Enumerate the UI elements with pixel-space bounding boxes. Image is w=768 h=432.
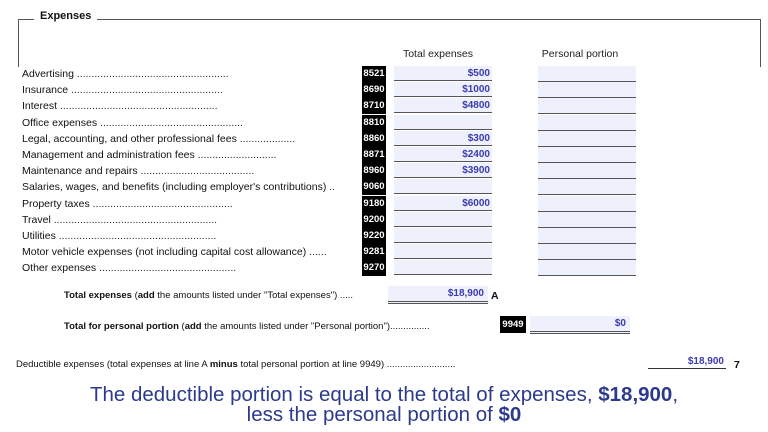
total-expense-field[interactable]: $500 <box>394 66 492 81</box>
line-code: 9281 <box>362 244 386 260</box>
expense-row <box>22 82 762 98</box>
personal-portion-field[interactable] <box>538 131 636 147</box>
personal-portion-field[interactable] <box>538 115 636 131</box>
total-expense-field[interactable]: $2400 <box>394 147 492 162</box>
total-expense-field[interactable] <box>394 260 492 275</box>
caption-line-2: less the personal portion of $0 <box>246 403 522 426</box>
line-code: 8960 <box>362 163 386 179</box>
expense-row-label: Other expenses ............................................... <box>22 262 237 275</box>
expense-row <box>22 98 762 114</box>
personal-portion-field[interactable] <box>538 98 636 114</box>
total-personal-value[interactable]: $0 <box>530 316 630 334</box>
expense-row <box>22 228 762 244</box>
personal-portion-field[interactable] <box>538 244 636 260</box>
expense-row <box>22 163 762 179</box>
total-expense-field[interactable]: $300 <box>394 131 492 146</box>
total-expense-field[interactable] <box>394 179 492 194</box>
expense-row <box>22 212 762 228</box>
total-expense-field[interactable] <box>394 228 492 243</box>
expense-row-label: Legal, accounting, and other professional fees ................... <box>22 132 296 145</box>
expense-row <box>22 179 762 195</box>
total-personal-label: Total for personal portion (add the amounts listed under "Personal portion")............... <box>64 321 430 332</box>
personal-portion-field[interactable] <box>538 228 636 244</box>
line-code: 8871 <box>362 147 386 163</box>
section-border-right <box>760 19 761 67</box>
total-expense-field[interactable]: $3900 <box>394 163 492 178</box>
caption-line-1: The deductible portion is equal to the total of expenses, $18,900, <box>89 383 679 406</box>
personal-portion-field[interactable] <box>538 179 636 195</box>
line-code: 9200 <box>362 212 386 228</box>
line-code: 9270 <box>362 260 386 276</box>
expense-row-label: Maintenance and repairs ....................................... <box>22 165 255 178</box>
line-code: 8521 <box>362 66 386 82</box>
total-expense-field[interactable] <box>394 212 492 227</box>
expense-row-label: Property taxes ................................................ <box>22 197 233 210</box>
section-border-left <box>18 19 19 67</box>
deductible-expenses-value[interactable]: $18,900 <box>648 354 726 369</box>
expense-row-label: Salaries, wages, and benefits (including employer's contributions) .. <box>22 181 336 194</box>
line-code: 8690 <box>362 82 386 98</box>
line-code: 9060 <box>362 179 386 195</box>
line-code: 8810 <box>362 115 386 131</box>
personal-portion-field[interactable] <box>538 66 636 82</box>
total-expense-field[interactable] <box>394 244 492 259</box>
code-9949: 9949 <box>500 316 526 333</box>
personal-portion-field[interactable] <box>538 212 636 228</box>
header-personal-portion: Personal portion <box>541 48 619 60</box>
line-code: 8710 <box>362 98 386 114</box>
total-expenses-label: Total expenses (add the amounts listed under "Total expenses") ..... <box>64 290 354 301</box>
personal-portion-field[interactable] <box>538 260 636 276</box>
expense-row-label: Management and administration fees ........................... <box>22 149 277 161</box>
expense-row <box>22 196 762 212</box>
expense-row-label: Office expenses ................................................. <box>22 116 243 129</box>
personal-portion-field[interactable] <box>538 147 636 163</box>
deductible-expenses-label: Deductible expenses (total expenses at line A minus total personal portion at line 9949) .......................... <box>16 359 456 370</box>
total-expense-field[interactable]: $6000 <box>394 196 492 211</box>
expense-row <box>22 244 762 260</box>
line-code: 9180 <box>362 196 386 212</box>
line-code: 8860 <box>362 131 386 147</box>
personal-portion-field[interactable] <box>538 163 636 179</box>
section-border-top <box>18 19 761 20</box>
expense-row <box>22 131 762 147</box>
expense-row-label: Advertising .................................................... <box>22 68 229 80</box>
personal-portion-field[interactable] <box>538 82 636 98</box>
expense-row-label: Utilities ...................................................... <box>22 230 217 242</box>
personal-portion-field[interactable] <box>538 196 636 212</box>
expenses-form <box>6 0 761 378</box>
total-expense-field[interactable]: $4800 <box>394 98 492 113</box>
expense-row-label: Motor vehicle expenses (not including capital cost allowance) ...... <box>22 246 327 259</box>
expense-row <box>22 66 762 82</box>
total-expense-field[interactable]: $1000 <box>394 82 492 97</box>
total-expense-field[interactable] <box>394 115 492 130</box>
section-legend: Expenses <box>34 10 97 22</box>
line-code: 9220 <box>362 228 386 244</box>
line-a-marker: A <box>491 290 499 302</box>
expense-row <box>22 147 762 163</box>
expense-row-label: Travel ........................................................ <box>22 213 218 226</box>
expense-row <box>22 115 762 131</box>
expense-row-label: Insurance .................................................... <box>22 84 223 97</box>
header-total-expenses: Total expenses <box>402 48 474 60</box>
total-expenses-value[interactable]: $18,900 <box>388 286 488 304</box>
line-7-marker: 7 <box>734 359 740 371</box>
expense-row <box>22 260 762 276</box>
expense-row-label: Interest ...................................................... <box>22 100 218 113</box>
